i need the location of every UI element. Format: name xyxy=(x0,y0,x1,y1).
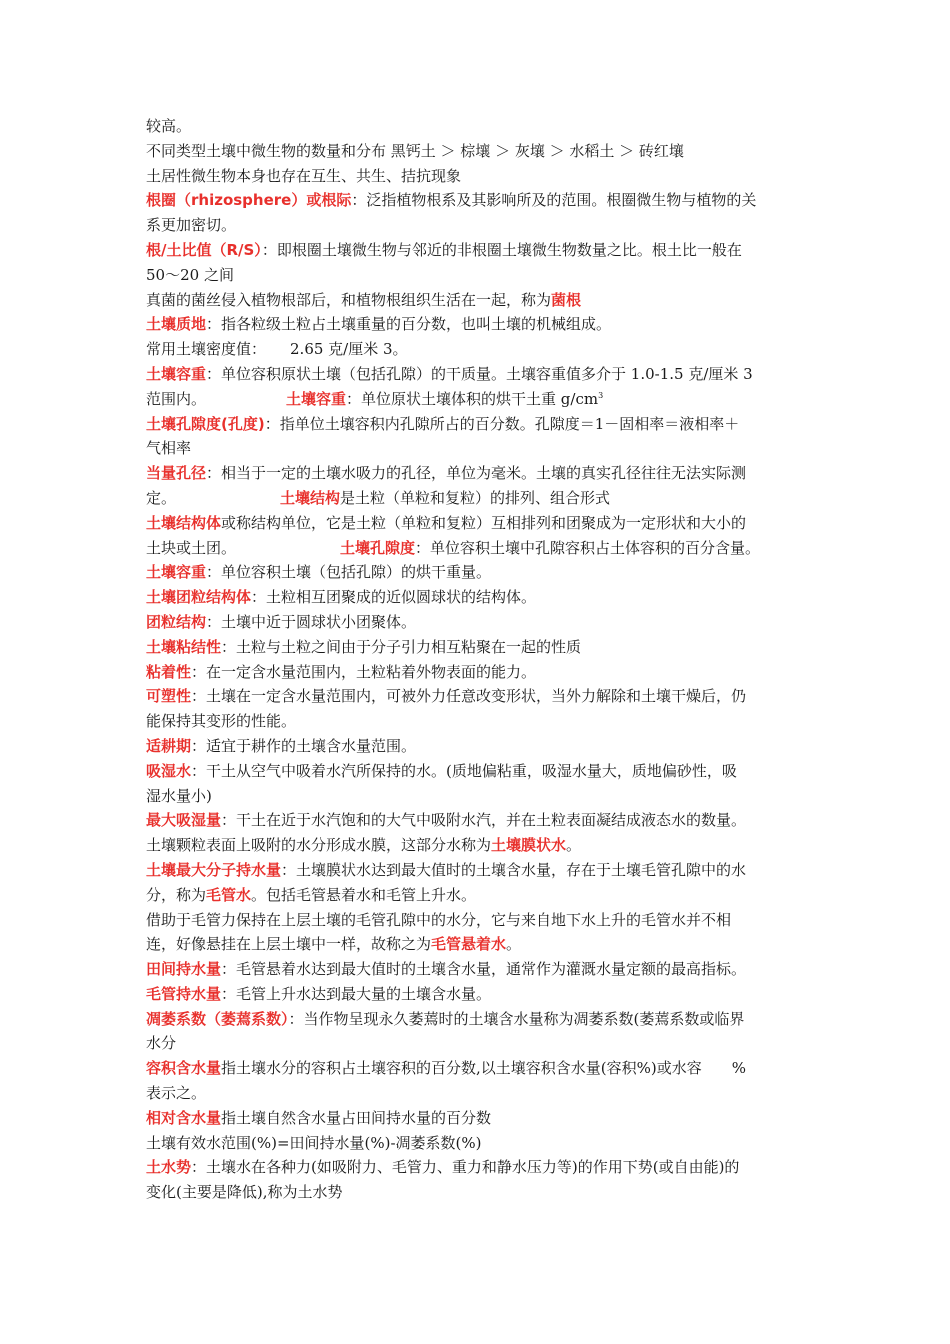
text-line xyxy=(146,213,814,238)
term: 根/土比值（R/S） xyxy=(146,240,262,259)
text: 连，好像悬挂在上层土壤中一样，故称之为 xyxy=(146,935,432,954)
text-line xyxy=(146,312,814,337)
text: 。 xyxy=(506,935,522,954)
term: 可塑性 xyxy=(146,687,192,706)
text-line xyxy=(146,1056,814,1081)
text: 是土粒（单粒和复粒）的排列、组合形式 xyxy=(340,488,611,507)
text: 分，称为 xyxy=(146,885,207,904)
term: 土壤团粒结构体 xyxy=(146,588,252,607)
term: 土壤容重 xyxy=(286,389,347,408)
text: 50～20 之间 xyxy=(146,265,234,284)
term: 当量孔径 xyxy=(146,464,207,483)
text: 系更加密切。 xyxy=(146,216,237,235)
term: 毛管持水量 xyxy=(146,984,222,1003)
text: 。包括毛管悬着水和毛管上升水。 xyxy=(251,885,477,904)
text: 指土壤自然含水量占田间持水量的百分数 xyxy=(221,1108,492,1127)
text-line xyxy=(146,610,814,635)
term: 相对含水量 xyxy=(146,1108,222,1127)
text: % xyxy=(731,1059,747,1078)
term: 土壤膜状水 xyxy=(491,836,567,855)
term: 容积含水量 xyxy=(146,1059,222,1078)
text: 土块或土团。 xyxy=(146,538,237,557)
text: ：单位容积原状土壤（包括孔隙）的干质量。土壤容重值多介于 1.0-1.5 克/厘米 3 xyxy=(206,364,753,383)
term: 粘着性 xyxy=(146,662,192,681)
text-line xyxy=(146,337,814,362)
text: ：单位原状土壤体积的烘干土重 g/cm xyxy=(346,389,599,408)
text: ：毛管悬着水达到最大值时的土壤含水量，通常作为灌溉水量定额的最高指标。 xyxy=(221,960,747,979)
term: 团粒结构 xyxy=(146,612,207,631)
text-line xyxy=(146,1081,814,1106)
text-line xyxy=(146,808,814,833)
text-line xyxy=(146,511,814,536)
term: 土壤孔隙度(孔度) xyxy=(146,414,265,433)
text: 不同类型土壤中微生物的数量和分布 黑钙土 ＞ 棕壤 ＞ 灰壤 ＞ 水稻土 ＞ 砖红壤 xyxy=(146,141,684,160)
term: 土壤结构体 xyxy=(146,513,222,532)
text-line xyxy=(146,660,814,685)
text-line xyxy=(146,188,814,213)
text-line xyxy=(146,1131,814,1156)
term: 毛管悬着水 xyxy=(431,935,507,954)
text: ：土粒与土粒之间由于分子引力相互粘聚在一起的性质 xyxy=(221,637,582,656)
term: 土壤质地 xyxy=(146,315,207,334)
text-line xyxy=(146,734,814,759)
term: 吸湿水 xyxy=(146,761,192,780)
text-line xyxy=(146,114,814,139)
text-line xyxy=(146,1155,814,1180)
term: 土壤最大分子持水量 xyxy=(146,860,282,879)
text-line xyxy=(146,288,814,313)
text: 借助于毛管力保持在上层土壤的毛管孔隙中的水分，它与来自地下水上升的毛管水并不相 xyxy=(146,910,732,929)
text-line xyxy=(146,585,814,610)
text-line xyxy=(146,164,814,189)
text: 湿水量小) xyxy=(146,786,212,805)
text-line xyxy=(146,362,814,387)
text: ：即根圈土壤微生物与邻近的非根圈土壤微生物数量之比。根土比一般在 xyxy=(261,240,742,259)
term: 土壤孔隙度 xyxy=(340,538,416,557)
text-line xyxy=(146,759,814,784)
text-line xyxy=(146,387,814,412)
text-line xyxy=(146,858,814,883)
text: 定。 xyxy=(146,488,177,507)
text: ：干土在近于水汽饱和的大气中吸附水汽，并在土粒表面凝结成液态水的数量。 xyxy=(221,811,747,830)
text-line xyxy=(146,1031,814,1056)
text: 指土壤水分的容积占土壤容积的百分数,以土壤容积含水量(容积%)或水容 xyxy=(221,1059,702,1078)
term: 土壤结构 xyxy=(280,488,341,507)
text-line xyxy=(146,436,814,461)
text: 土壤颗粒表面上吸附的水分形成水膜，这部分水称为 xyxy=(146,836,492,855)
text: 较高。 xyxy=(146,117,192,135)
text: 常用土壤密度值： xyxy=(146,340,267,359)
term: 土壤粘结性 xyxy=(146,637,222,656)
term: 根圈（rhizosphere）或根际 xyxy=(146,191,352,210)
term: 凋萎系数（萎蔫系数） xyxy=(146,1009,289,1028)
text-line xyxy=(146,982,814,1007)
text: 能保持其变形的性能。 xyxy=(146,712,297,731)
text: ：适宜于耕作的土壤含水量范围。 xyxy=(191,736,417,755)
text: ：干土从空气中吸着水汽所保持的水。(质地偏粘重，吸湿水量大，质地偏砂性，吸 xyxy=(191,761,737,780)
text: ：单位容积土壤中孔隙容积占土体容积的百分含量。 xyxy=(415,538,761,557)
text: 。 xyxy=(566,836,582,855)
text: 或称结构单位，它是土粒（单粒和复粒）互相排列和团聚成为一定形状和大小的 xyxy=(221,513,747,532)
text: 气相率 xyxy=(146,439,192,458)
text: ：指各粒级土粒占土壤重量的百分数，也叫土壤的机械组成。 xyxy=(206,315,612,334)
term: 最大吸湿量 xyxy=(146,811,222,830)
text-line xyxy=(146,957,814,982)
text-line xyxy=(146,560,814,585)
text: ：相当于一定的土壤水吸力的孔径，单位为毫米。土壤的真实孔径往往无法实际测 xyxy=(206,464,747,483)
text-line xyxy=(146,486,814,511)
text: 2.65 克/厘米 3。 xyxy=(290,340,408,359)
text: 表示之。 xyxy=(146,1084,207,1103)
text-line xyxy=(146,932,814,957)
text: ：指单位土壤容积内孔隙所占的百分数。孔隙度＝1－固相率＝液相率＋ xyxy=(264,414,740,433)
text-line xyxy=(146,684,814,709)
term: 适耕期 xyxy=(146,736,192,755)
text-line xyxy=(146,1106,814,1131)
text: 水分 xyxy=(146,1034,177,1053)
superscript: 3 xyxy=(598,390,604,400)
text: 变化(主要是降低),称为土水势 xyxy=(146,1183,343,1202)
text-line xyxy=(146,833,814,858)
text: ：在一定含水量范围内，土粒粘着外物表面的能力。 xyxy=(191,662,537,681)
text-line xyxy=(146,784,814,809)
text: ：单位容积土壤（包括孔隙）的烘干重量。 xyxy=(206,563,492,582)
text: ：泛指植物根系及其影响所及的范围。根圈微生物与植物的关 xyxy=(351,191,757,210)
text: ：土壤膜状水达到最大值时的土壤含水量，存在于土壤毛管孔隙中的水 xyxy=(281,860,747,879)
text-line xyxy=(146,536,814,561)
text: ：土壤在一定含水量范围内，可被外力任意改变形状，当外力解除和土壤干燥后，仍 xyxy=(191,687,747,706)
text-line xyxy=(146,883,814,908)
text-line xyxy=(146,263,814,288)
term: 菌根 xyxy=(551,290,582,309)
text-line xyxy=(146,709,814,734)
text: 范围内。 xyxy=(146,389,207,408)
term: 田间持水量 xyxy=(146,960,222,979)
text: ：毛管上升水达到最大量的土壤含水量。 xyxy=(221,984,492,1003)
term: 毛管水 xyxy=(206,885,252,904)
text-line xyxy=(146,635,814,660)
text-line xyxy=(146,412,814,437)
term: 土壤容重 xyxy=(146,563,207,582)
text: ：土壤中近于圆球状小团聚体。 xyxy=(206,612,417,631)
text: ：土粒相互团聚成的近似圆球状的结构体。 xyxy=(251,588,537,607)
text: ：土壤水在各种力(如吸附力、毛管力、重力和静水压力等)的作用下势(或自由能)的 xyxy=(191,1158,740,1177)
text-line xyxy=(146,908,814,933)
text-line xyxy=(146,461,814,486)
document-body xyxy=(146,114,814,1205)
text-line xyxy=(146,139,814,164)
text: 土居性微生物本身也存在互生、共生、拮抗现象 xyxy=(146,166,462,185)
text: 真菌的菌丝侵入植物根部后，和植物根组织生活在一起，称为 xyxy=(146,290,552,309)
text: ：当作物呈现永久萎蔫时的土壤含水量称为凋萎系数(萎蔫系数或临界 xyxy=(288,1009,745,1028)
text-line xyxy=(146,1180,814,1205)
term: 土水势 xyxy=(146,1158,192,1177)
term: 土壤容重 xyxy=(146,364,207,383)
text-line xyxy=(146,1007,814,1032)
text: 土壤有效水范围(%)=田间持水量(%)-凋萎系数(%) xyxy=(146,1133,482,1152)
text-line xyxy=(146,238,814,263)
